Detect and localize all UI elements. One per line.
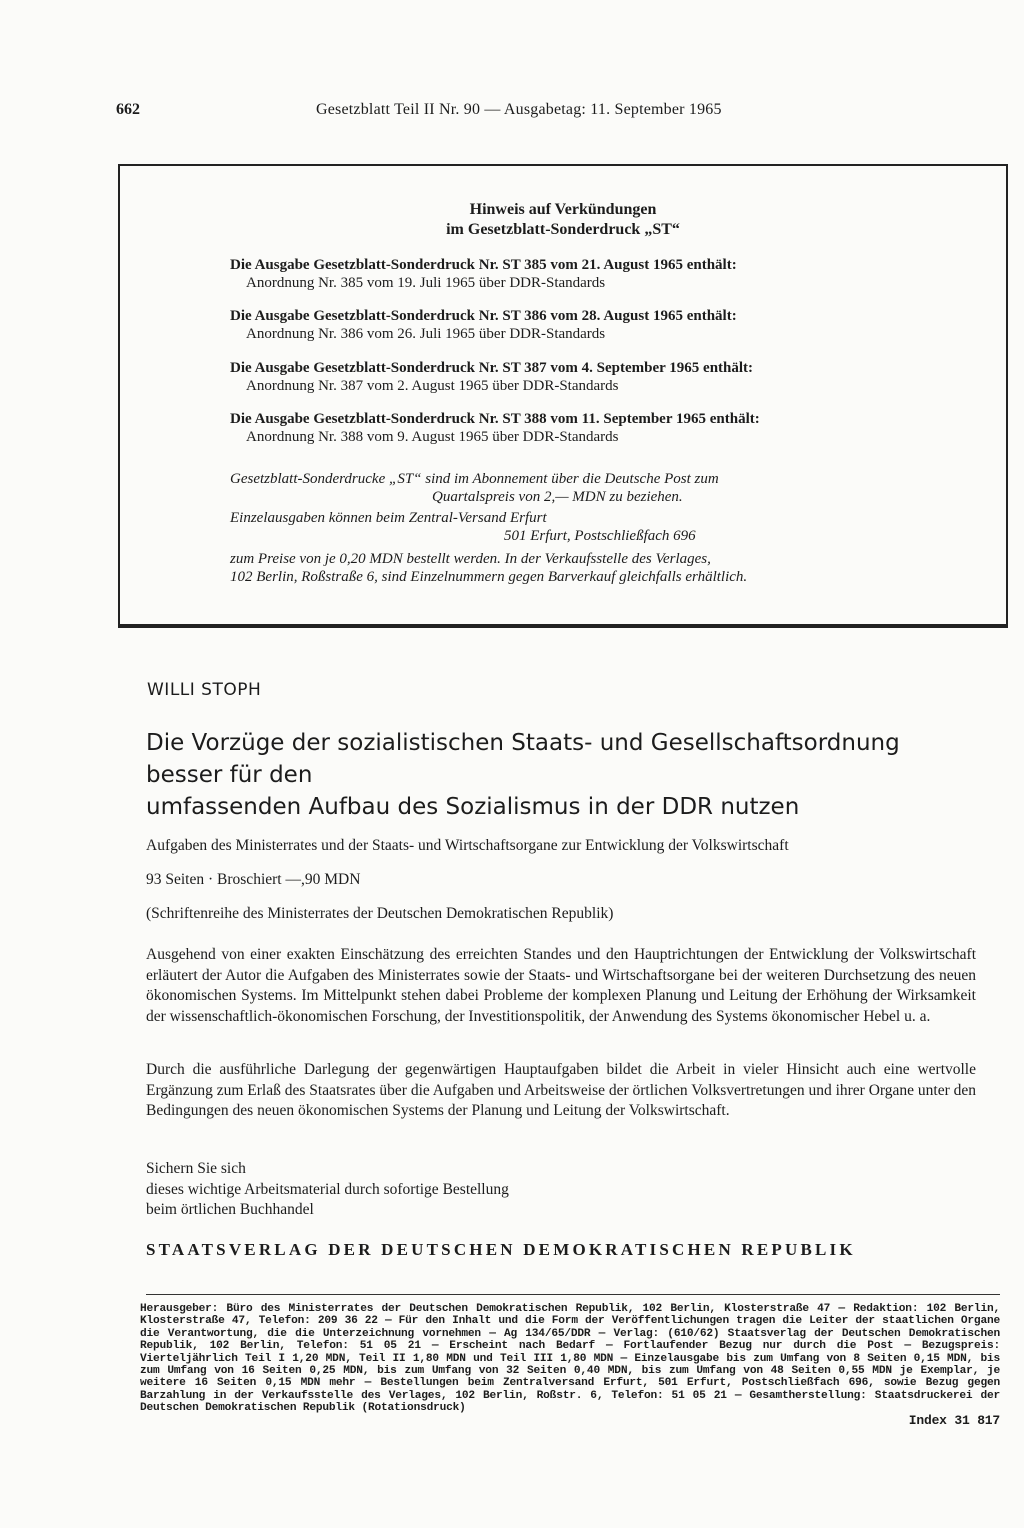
price-line: zum Preise von je 0,20 MDN bestellt werden. In der Verkaufsstelle des Verlages, (230, 551, 711, 567)
order-note (146, 1159, 509, 1221)
header-title: Gesetzblatt Teil II Nr. 90 — Ausgabetag: 11. September 1965 (316, 101, 722, 118)
entry-sub: Anordnung Nr. 388 vom 9. August 1965 über DDR-Standards (246, 429, 619, 445)
divider (146, 1294, 1000, 1295)
entry-sub: Anordnung Nr. 387 vom 2. August 1965 über DDR-Standards (246, 378, 619, 394)
book-description: Ausgehend von einer exakten Einschätzung des erreichten Standes und den Hauptrichtungen der Entwicklung der Volkswirtschaft erläutert der Autor die Aufgaben des Ministerrates sowie der Staats- und Wirtschaftsorgane bei der weiteren Durchsetzung des neuen ökonomischen Systems. Im Mittelpunkt stehen dabei Probleme der komplexen Planung und Leitung der Erhöhung der Wirksamkeit der wissenschaftlich-ökonomischen Forschung, der Investitionspolitik, der Anwendung des Systems ökonomischer Hebel u. a. (146, 946, 976, 1025)
notice-entry (230, 307, 737, 343)
imprint (140, 1303, 1000, 1427)
notice-entry (230, 256, 737, 292)
notice-title-line: Hinweis auf Verkündungen (469, 201, 657, 218)
book-subtitle: Aufgaben des Ministerrates und der Staats- und Wirtschaftsorgane zur Entwicklung der Volkswirtschaft (146, 837, 789, 854)
book-author: WILLI STOPH (147, 680, 262, 700)
single-issue-line: 501 Erfurt, Postschließfach 696 (504, 528, 696, 544)
notice-entry (230, 359, 753, 395)
order-line: beim örtlichen Buchhandel (146, 1201, 314, 1218)
book-description: Durch die ausführliche Darlegung der gegenwärtigen Hauptaufgaben bildet die Arbeit in vieler Hinsicht auch eine wertvolle Ergänzung zum Erlaß des Staatsrates über die Aufgaben und Arbeitsweise der örtlichen Volksvertretungen und ihrer Organe unter den Bedingungen des neuen ökonomischen Systems der Planung und Leitung der Volkswirtschaft. (146, 1061, 977, 1119)
notice-title-line: im Gesetzblatt-Sonderdruck „ST“ (446, 221, 680, 238)
index-number: Index 31 817 (908, 1412, 1000, 1428)
order-line: dieses wichtige Arbeitsmaterial durch sofortige Bestellung (146, 1180, 509, 1198)
book-title-line: besser für den (146, 762, 313, 788)
entry-sub: Anordnung Nr. 385 vom 19. Juli 1965 über DDR-Standards (246, 275, 606, 291)
notice-title (120, 200, 1006, 240)
page-header (116, 101, 818, 123)
book-title-line: umfassenden Aufbau des Sozialismus in der DDR nutzen (146, 794, 800, 820)
entry-lead: Die Ausgabe Gesetzblatt-Sonderdruck Nr. ST 387 vom 4. September 1965 enthält: (230, 360, 754, 376)
subscription-line: Gesetzblatt-Sonderdrucke „ST“ sind im Abonnement über die Deutsche Post zum (230, 471, 719, 487)
subscription-line: Quartalspreis von 2,— MDN zu beziehen. (432, 489, 683, 505)
entry-lead: Die Ausgabe Gesetzblatt-Sonderdruck Nr. ST 386 vom 28. August 1965 enthält: (230, 308, 737, 324)
book-title (146, 727, 1006, 823)
entry-lead: Die Ausgabe Gesetzblatt-Sonderdruck Nr. ST 385 vom 21. August 1965 enthält: (230, 257, 737, 273)
entry-lead: Die Ausgabe Gesetzblatt-Sonderdruck Nr. ST 388 vom 11. September 1965 enthält: (230, 411, 760, 427)
imprint-text: Herausgeber: Büro des Ministerrates der Deutschen Demokratischen Republik, 102 Berlin, Klosterstraße 47 — Redaktion: 102 Berlin, Klosterstraße 47, Telefon: 209 36 22 — Für den Inhalt und die Form der Veröffentlichungen tragen die Leiter der staatlichen Organe die Verantwortung, die die Unterzeichnung vornehmen — Ag 134/65/DDR — Verlag: (610/62) Staatsverlag der Deutschen Demokratischen Republik, 102 Berlin, Telefon: 51 05 21 — Erscheint nach Bedarf — Fortlaufender Bezug nur durch die Post — Bezugspreis: Vierteljährlich Teil I 1,20 MDN, Teil II 1,80 MDN und Teil III 1,80 MDN — Einzelausgabe bis zum Umfang von 8 Seiten 0,15 MDN, bis zum Umfang von 16 Seiten 0,25 MDN, bis zum Umfang von 32 Seiten 0,40 MDN, bis zum Umfang von 48 Seiten 0,55 MDN je Exemplar, je weitere 16 Seiten 0,15 MDN mehr — Bestellungen beim Zentralversand Erfurt, 501 Erfurt, Postschließfach 696, sowie Bezug gegen Barzahlung in der Verkaufsstelle des Verlages, 102 Berlin, Roßstr. 6, Telefon: 51 05 21 — Gesamtherstellung: Staatsdruckerei der Deutschen Demokratischen Republik (Rotationsdruck) (140, 1303, 1000, 1415)
publisher-name: STAATSVERLAG DER DEUTSCHEN DEMOKRATISCHEN REPUBLIK (146, 1240, 856, 1259)
notice-box (118, 164, 1008, 628)
price-line: 102 Berlin, Roßstraße 6, sind Einzelnummern gegen Barverkauf gleichfalls erhältlich. (230, 569, 748, 585)
order-line: Sichern Sie sich (146, 1160, 246, 1177)
single-issue-line: Einzelausgaben können beim Zentral-Versand Erfurt (230, 510, 547, 526)
notice-entry (230, 410, 760, 446)
page-number: 662 (116, 101, 140, 118)
book-details: 93 Seiten · Broschiert —,90 MDN (146, 871, 361, 888)
entry-sub: Anordnung Nr. 386 vom 26. Juli 1965 über DDR-Standards (246, 326, 606, 342)
book-title-line: Die Vorzüge der sozialistischen Staats- und Gesellschaftsordnung (146, 730, 900, 756)
book-series: (Schriftenreihe des Ministerrates der Deutschen Demokratischen Republik) (146, 905, 614, 922)
